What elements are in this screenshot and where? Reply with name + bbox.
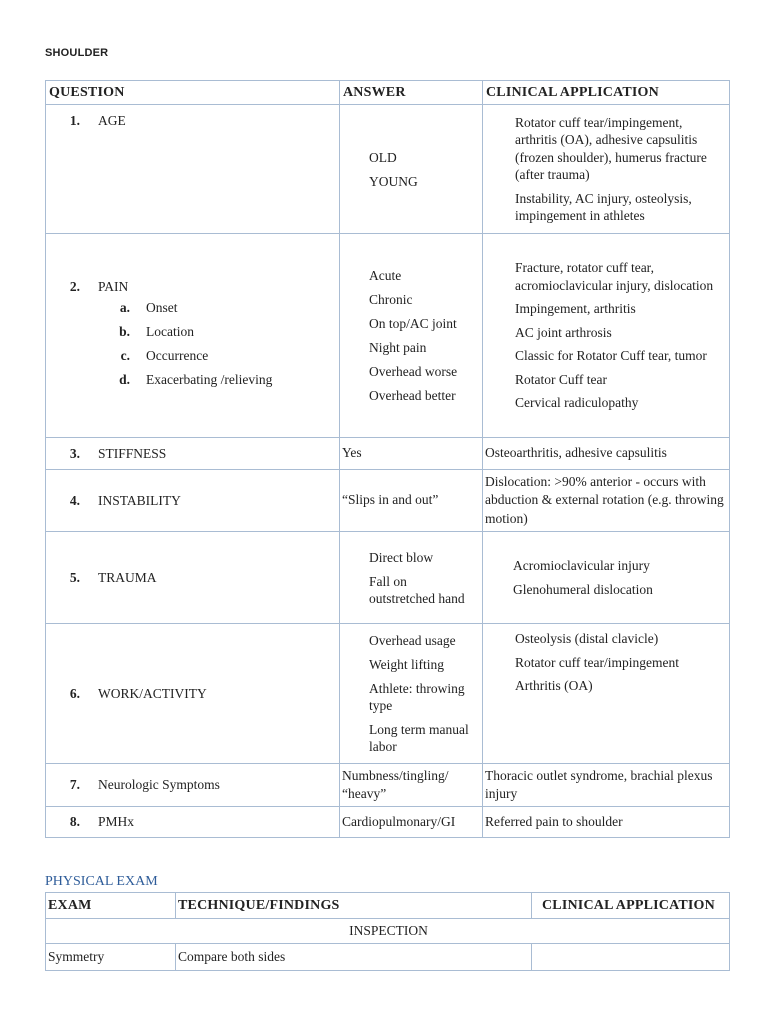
clinical-cell: Thoracic outlet syndrome, brachial plexus injury: [483, 764, 730, 807]
sub-text: Occurrence: [146, 348, 209, 363]
sub-text: Location: [146, 324, 194, 339]
sub-question: [116, 320, 339, 344]
page-title: SHOULDER: [45, 47, 109, 59]
sub-letter: d.: [119, 372, 130, 387]
answer-item: Direct blow: [369, 549, 434, 565]
sub-text: Onset: [146, 300, 178, 315]
table-row: [46, 105, 730, 234]
answer-cell: [340, 532, 483, 624]
question-number: 7.: [69, 777, 80, 792]
answer-item: Overhead better: [369, 388, 456, 403]
clinical-cell: [483, 234, 730, 438]
table-row: [46, 532, 730, 624]
section-row: [46, 919, 730, 944]
table-row: [46, 807, 730, 838]
header-clinical-application: CLINICAL APPLICATION: [532, 893, 730, 919]
question-cell: [46, 234, 340, 438]
clinical-item: Rotator Cuff tear: [515, 371, 607, 387]
question-text: INSTABILITY: [98, 492, 181, 508]
clinical-item: Glenohumeral dislocation: [513, 581, 653, 597]
answer-item: Weight lifting: [369, 657, 445, 672]
question-text: PMHx: [98, 814, 135, 829]
answer-cell: [340, 624, 483, 764]
answer-cell: [340, 105, 483, 234]
header-answer: ANSWER: [340, 81, 483, 105]
question-number: 8.: [69, 814, 80, 829]
clinical-cell: Referred pain to shoulder: [483, 807, 730, 838]
answer-item: Acute: [369, 268, 402, 283]
answer-item: Night pain: [369, 340, 427, 355]
header-question: QUESTION: [46, 81, 340, 105]
table-row: [46, 234, 730, 438]
clinical-cell: [483, 624, 730, 764]
question-number: 2.: [69, 279, 80, 294]
sub-question: [116, 368, 339, 392]
clinical-item: Cervical radiculopathy: [515, 395, 639, 411]
sub-letter: a.: [119, 300, 130, 315]
clinical-item: Rotator cuff tear/impingement: [515, 654, 679, 670]
clinical-item: AC joint arthrosis: [515, 324, 612, 340]
question-number: 4.: [69, 492, 80, 508]
answer-cell: [340, 234, 483, 438]
question-cell: [46, 807, 340, 838]
question-text: STIFFNESS: [98, 445, 167, 461]
answer-cell: “Slips in and out”: [340, 470, 483, 532]
answer-item: Overhead worse: [369, 364, 458, 379]
header-technique-findings: TECHNIQUE/FINDINGS: [176, 893, 532, 919]
question-text: WORK/ACTIVITY: [98, 685, 207, 701]
question-text: TRAUMA: [98, 569, 157, 585]
table-row: [46, 764, 730, 807]
question-number: 6.: [69, 685, 80, 701]
question-cell: [46, 470, 340, 532]
question-number: 3.: [69, 445, 80, 461]
question-cell: [46, 105, 340, 234]
clinical-item: Impingement, arthritis: [515, 301, 636, 317]
clinical-cell: Dislocation: >90% anterior - occurs with abduction & external rotation (e.g. throwing motion): [483, 470, 730, 532]
answer-item: Athlete: throwing type: [369, 681, 465, 713]
sub-question: [116, 296, 339, 320]
clinical-item: Instability, AC injury, osteolysis, impingement in athletes: [515, 190, 692, 223]
question-number: 1.: [69, 113, 80, 128]
table-row: [46, 438, 730, 470]
header-clinical-application: CLINICAL APPLICATION: [483, 81, 730, 105]
clinical-cell: [483, 532, 730, 624]
clinical-cell: [532, 944, 730, 971]
clinical-item: Acromioclavicular injury: [513, 558, 650, 573]
section-label: INSPECTION: [46, 919, 730, 944]
technique-cell: Compare both sides: [176, 944, 532, 971]
question-text: AGE: [98, 113, 126, 128]
answer-item: Overhead usage: [369, 633, 456, 648]
question-text: PAIN: [98, 279, 129, 294]
question-number: 5.: [69, 569, 80, 585]
answer-item: YOUNG: [369, 173, 418, 189]
question-cell: [46, 438, 340, 470]
question-text: Neurologic Symptoms: [98, 777, 220, 792]
answer-item: Fall on outstretched hand: [369, 573, 465, 606]
clinical-item: Fracture, rotator cuff tear, acromioclavicular injury, dislocation: [515, 260, 714, 293]
sub-letter: c.: [120, 348, 130, 363]
clinical-item: Arthritis (OA): [515, 678, 593, 693]
clinical-item: Osteolysis (distal clavicle): [515, 631, 659, 646]
answer-item: Long term manual labor: [369, 722, 469, 754]
clinical-cell: [483, 105, 730, 234]
table-row: [46, 624, 730, 764]
answer-item: OLD: [369, 149, 397, 165]
table-row: [46, 944, 730, 971]
answer-cell: Yes: [340, 438, 483, 470]
answer-item: On top/AC joint: [369, 316, 457, 331]
sub-question: [116, 344, 339, 368]
sub-text: Exacerbating /relieving: [146, 372, 273, 387]
sub-letter: b.: [119, 324, 130, 339]
table-row: [46, 470, 730, 532]
question-cell: [46, 764, 340, 807]
answer-cell: Numbness/tingling/ “heavy”: [340, 764, 483, 807]
physical-exam-table: [45, 892, 730, 971]
clinical-item: Rotator cuff tear/impingement, arthritis (OA), adhesive capsulitis (frozen shoulder), humerus fracture (after trauma): [515, 114, 707, 182]
answer-item: Chronic: [369, 292, 413, 307]
clinical-cell: Osteoarthritis, adhesive capsulitis: [483, 438, 730, 470]
question-cell: [46, 624, 340, 764]
answer-cell: Cardiopulmonary/GI: [340, 807, 483, 838]
clinical-item: Classic for Rotator Cuff tear, tumor: [515, 348, 707, 364]
question-cell: [46, 532, 340, 624]
header-exam: EXAM: [46, 893, 176, 919]
history-table: [45, 80, 730, 838]
physical-exam-title: PHYSICAL EXAM: [45, 874, 158, 889]
exam-cell: Symmetry: [46, 944, 176, 971]
